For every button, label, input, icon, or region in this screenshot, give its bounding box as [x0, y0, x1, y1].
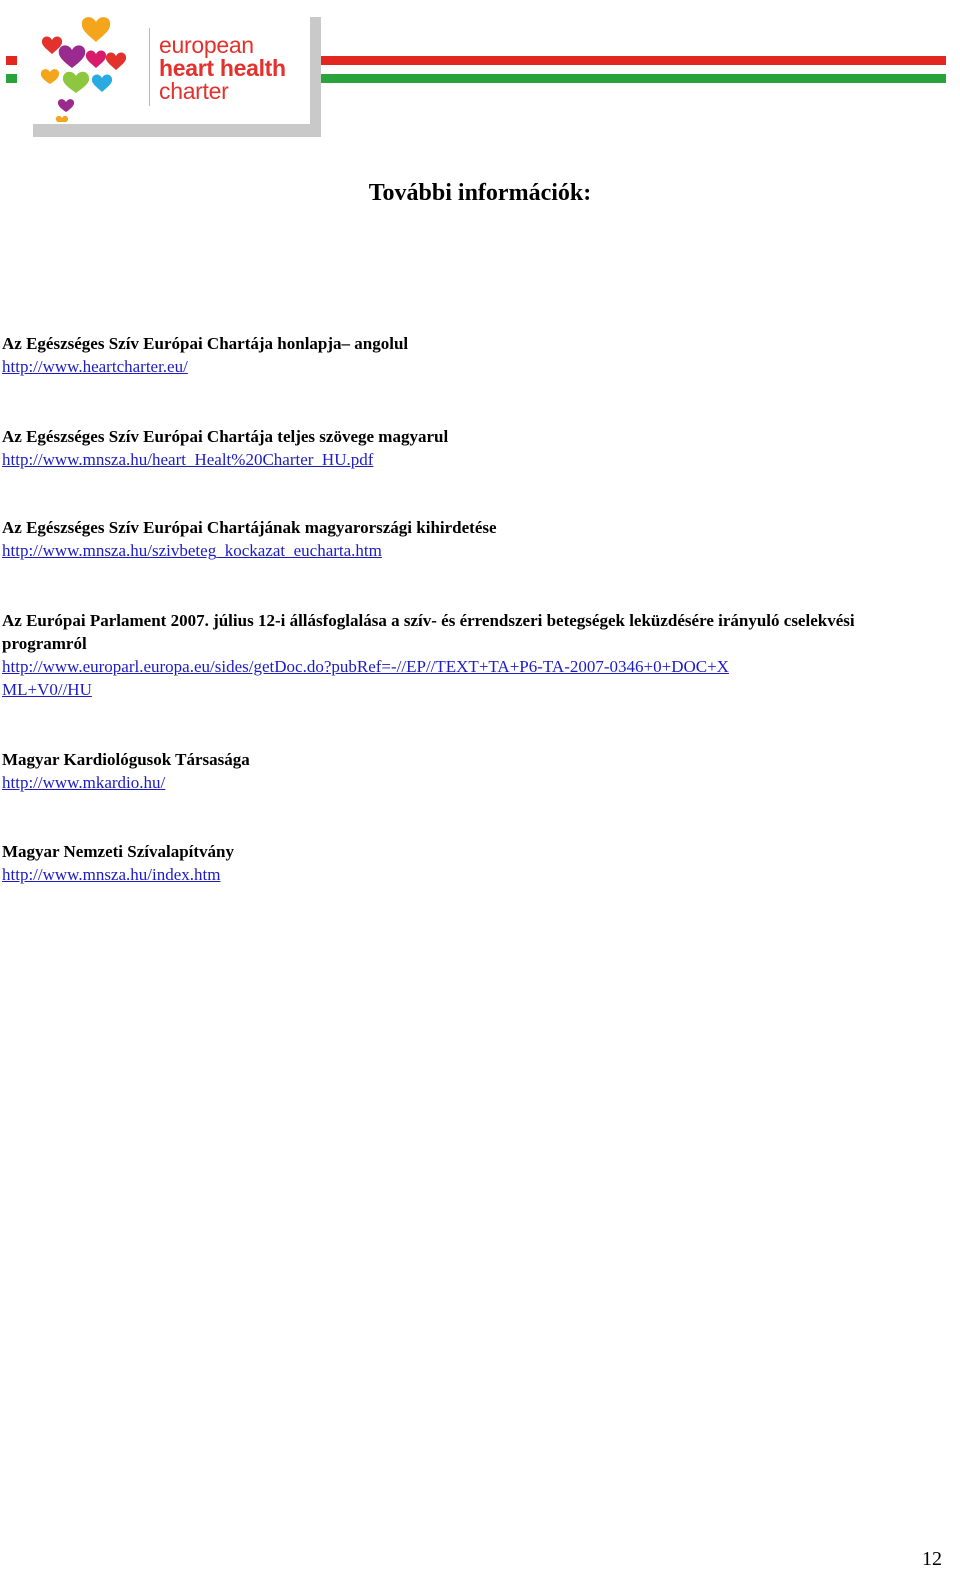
- entry-link[interactable]: http://www.mnsza.hu/heart_Healt%20Charter_HU.pdf: [2, 450, 374, 469]
- red-stripe-square: [6, 56, 17, 65]
- entry-label: Az Egészséges Szív Európai Chartája teljes szövege magyarul: [2, 427, 449, 446]
- page-title: További információk:: [368, 180, 592, 206]
- entry-link[interactable]: http://www.mnsza.hu/szivbeteg_kockazat_eucharta.htm: [2, 541, 382, 560]
- entry-charter-announcement: [2, 516, 942, 562]
- logo-wordmark: [159, 34, 286, 103]
- red-stripe: [320, 56, 946, 65]
- heart-charter-logo: [22, 6, 310, 124]
- hearts-logo-icon: [32, 10, 142, 122]
- logo-line-2: heart health: [159, 55, 286, 81]
- entry-label: Az Európai Parlament 2007. július 12-i állásfoglalása a szív- és érrendszeri betegségek leküzdésére irányuló cselekvési programról: [2, 611, 855, 653]
- logo-divider: [149, 28, 150, 106]
- entry-heartcharter: [2, 332, 942, 378]
- entry-charter-hungarian: [2, 425, 942, 471]
- entry-label: Az Egészséges Szív Európai Chartájának magyarországi kihirdetése: [2, 518, 497, 537]
- entry-link[interactable]: http://www.mkardio.hu/: [2, 773, 166, 792]
- entry-szivalapitvany: [2, 840, 942, 886]
- logo-line-3: charter: [159, 78, 229, 104]
- entry-label: Magyar Kardiológusok Társasága: [2, 750, 250, 769]
- entry-european-parliament: [2, 609, 942, 701]
- entry-link[interactable]: http://www.heartcharter.eu/: [2, 357, 188, 376]
- entry-link[interactable]: http://www.mnsza.hu/index.htm: [2, 865, 221, 884]
- page-header: [0, 0, 960, 140]
- green-stripe-square: [6, 74, 17, 83]
- green-stripe: [320, 74, 946, 83]
- entry-kardiologusok: [2, 748, 942, 794]
- entry-link[interactable]: http://www.europarl.europa.eu/sides/getDoc.do?pubRef=-//EP//TEXT+TA+P6-TA-2007-0346+0+DOC+XML+V0//HU: [2, 657, 729, 699]
- entry-label: Az Egészséges Szív Európai Chartája honlapja– angolul: [2, 334, 409, 353]
- logo-line-1: european: [159, 32, 254, 58]
- page-number: 12: [922, 1548, 942, 1570]
- entry-label: Magyar Nemzeti Szívalapítvány: [2, 842, 234, 861]
